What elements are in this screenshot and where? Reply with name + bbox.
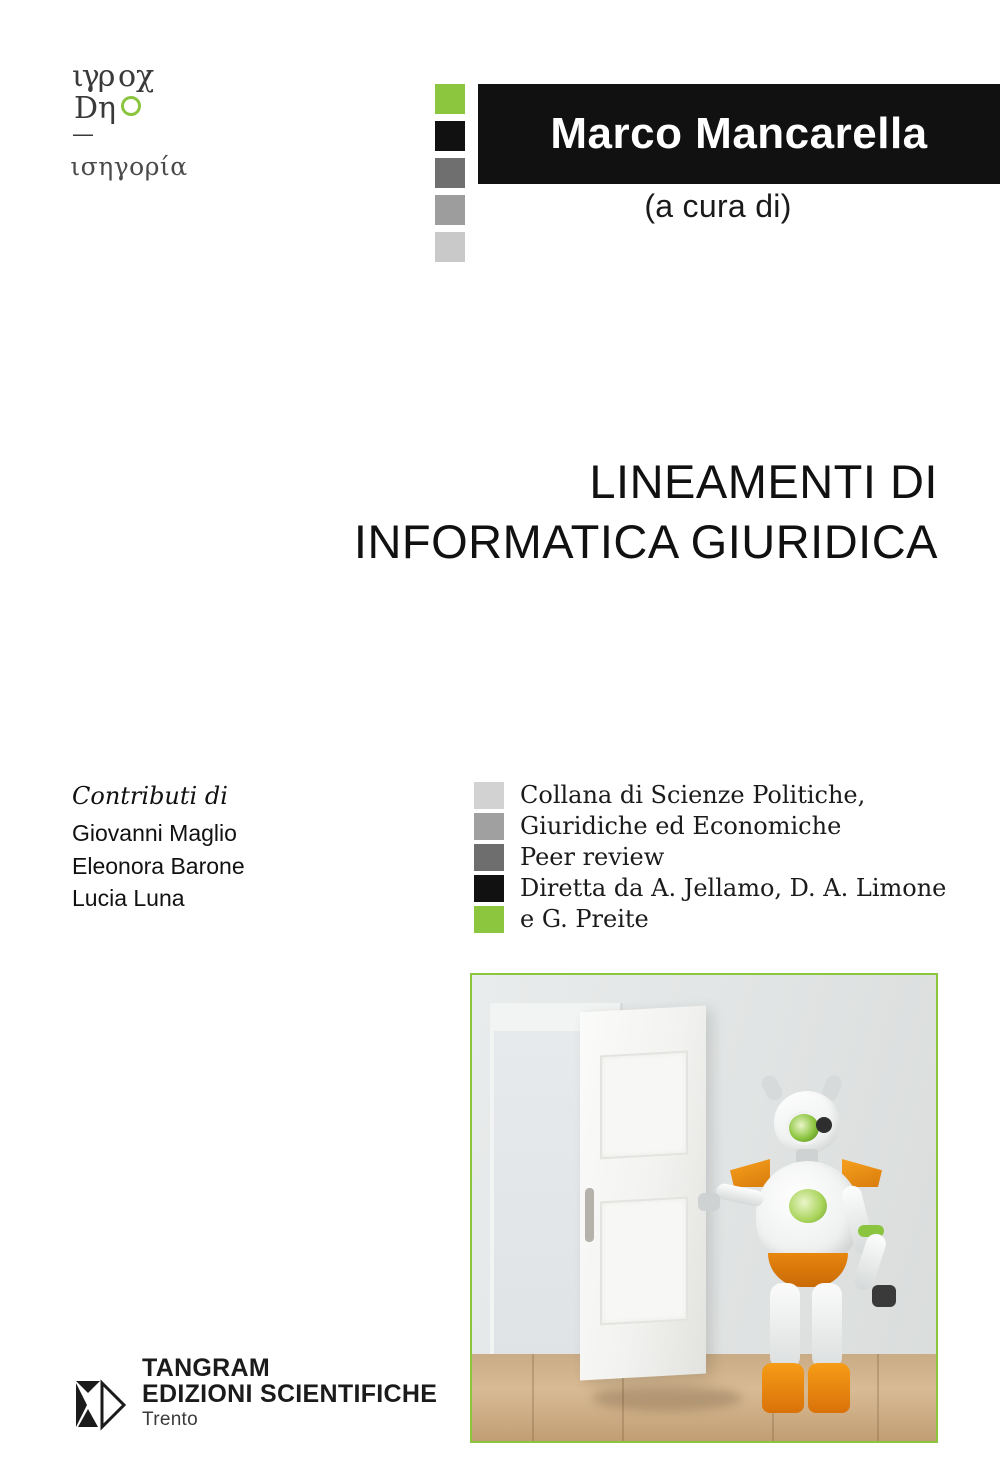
square-dark-gray [435, 158, 465, 188]
series-chip-icon [474, 906, 504, 933]
series-info-row [474, 906, 974, 937]
publisher-logo [72, 1355, 437, 1432]
series-chip-icon [474, 813, 504, 840]
door-panel-top [600, 1050, 688, 1159]
robot-foot-right [808, 1363, 850, 1413]
book-title [318, 452, 938, 572]
square-green [435, 84, 465, 114]
robot-eye-secondary [816, 1117, 832, 1133]
series-info-block [474, 782, 974, 937]
contributors-block [72, 782, 402, 915]
square-mid-gray [435, 195, 465, 225]
contributor-name: Lucia Luna [72, 885, 185, 912]
series-info-row [474, 844, 974, 875]
photo-open-door [580, 1005, 706, 1380]
robot-foot-left [762, 1363, 804, 1413]
robot-hand-right [872, 1285, 896, 1307]
robot-pelvis [768, 1253, 848, 1287]
robot-head [774, 1091, 840, 1153]
robot-leg-right [812, 1283, 842, 1369]
robot-ear-left [759, 1073, 785, 1103]
publisher-subtitle: EDIZIONI SCIENTIFICHE [142, 1379, 438, 1408]
series-glyph-3: Dη [74, 91, 117, 126]
author-name: Marco Mancarella [550, 109, 928, 158]
robot-torso [756, 1161, 860, 1265]
square-stack [435, 84, 465, 269]
series-info-row [474, 782, 974, 813]
publisher-name: TANGRAM [142, 1353, 271, 1382]
series-info-row [474, 875, 974, 906]
series-info-text: Collana di Scienze Politiche, [520, 781, 866, 809]
circle-icon [121, 96, 141, 116]
book-title-line-1: LINEAMENTI DI [589, 455, 938, 508]
series-chip-icon [474, 844, 504, 871]
author-role: (a cura di) [644, 188, 792, 224]
robot-leg-left [770, 1283, 800, 1369]
series-logo [64, 59, 194, 192]
publisher-city: Trento [142, 1409, 199, 1430]
series-chip-icon [474, 782, 504, 809]
series-glyph-1: ιγρ [72, 59, 114, 94]
square-black [435, 121, 465, 151]
series-info-text: Giuridiche ed Economiche [520, 812, 842, 840]
series-info-text: Diretta da A. Jellamo, D. A. Limone [520, 874, 947, 902]
book-title-line-2: INFORMATICA GIURIDICA [353, 515, 938, 569]
robot-chest-light [789, 1189, 827, 1223]
contributor-name: Eleonora Barone [72, 852, 245, 879]
door-handle-icon [585, 1188, 594, 1243]
publisher-names [142, 1355, 437, 1432]
series-info-text: e G. Preite [520, 905, 649, 933]
cover-photograph [470, 973, 938, 1443]
contributors-heading: Contributi di [72, 782, 228, 810]
door-panel-bottom [600, 1196, 688, 1325]
tangram-mark-icon [72, 1375, 128, 1431]
robot-hand-left [698, 1193, 720, 1211]
series-logo-glyphs [72, 59, 164, 147]
series-logo-word: ισηγορία [70, 152, 188, 181]
series-info-row [474, 813, 974, 844]
contributor-name: Giovanni Maglio [72, 820, 237, 846]
series-chip-icon [474, 875, 504, 902]
series-info-text: Peer review [520, 843, 665, 871]
author-banner [478, 84, 1000, 184]
square-light-gray [435, 232, 465, 262]
series-glyph-4: — [72, 122, 95, 147]
series-glyph-2: οχ [118, 59, 155, 94]
photo-robot [708, 1075, 904, 1425]
